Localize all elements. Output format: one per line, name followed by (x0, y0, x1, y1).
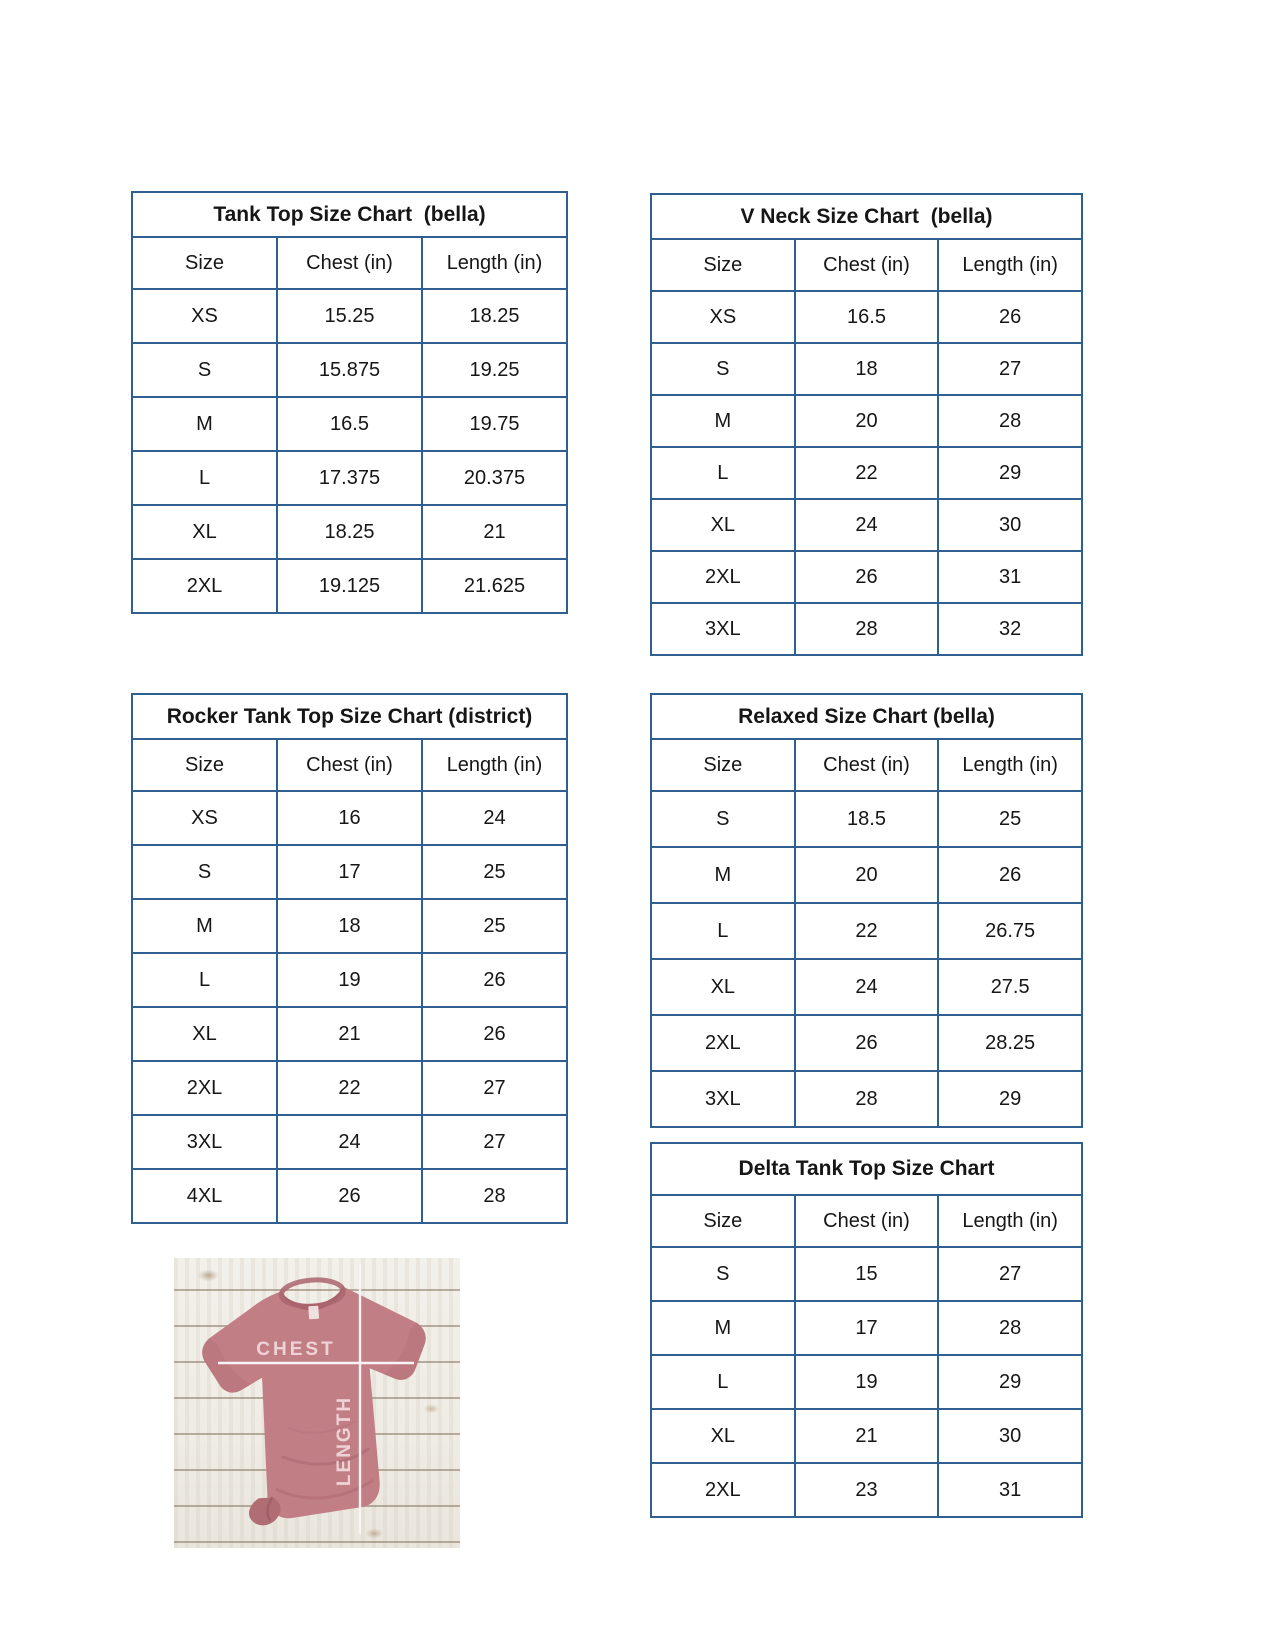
table-row (132, 343, 567, 397)
size-cell: 26 (795, 1015, 939, 1071)
size-cell: 26 (277, 1169, 422, 1223)
size-cell: 26 (422, 953, 567, 1007)
size-cell: 3XL (651, 603, 795, 655)
size-cell: 29 (938, 1355, 1082, 1409)
column-header: Length (in) (938, 1195, 1082, 1247)
column-header: Size (651, 1195, 795, 1247)
size-cell: 25 (422, 845, 567, 899)
table-row (132, 899, 567, 953)
size-cell: 22 (277, 1061, 422, 1115)
size-cell: M (651, 1301, 795, 1355)
table-row (651, 343, 1082, 395)
table-title-row (651, 1143, 1082, 1195)
size-cell: 4XL (132, 1169, 277, 1223)
table-title-row (132, 694, 567, 739)
table-row (651, 1463, 1082, 1517)
size-cell: M (132, 899, 277, 953)
table-row (651, 1071, 1082, 1127)
size-cell: 27.5 (938, 959, 1082, 1015)
size-cell: 26 (422, 1007, 567, 1061)
size-cell: 29 (938, 1071, 1082, 1127)
table-row (132, 397, 567, 451)
table-header-row (132, 739, 567, 791)
column-header: Chest (in) (277, 237, 422, 289)
table-row (132, 1115, 567, 1169)
table-row (651, 395, 1082, 447)
size-cell: 28 (938, 395, 1082, 447)
table-row (651, 903, 1082, 959)
size-cell: 3XL (132, 1115, 277, 1169)
size-cell: 19 (795, 1355, 939, 1409)
table-header-row (651, 1195, 1082, 1247)
size-cell: 26 (795, 551, 939, 603)
size-cell: 17 (795, 1301, 939, 1355)
column-header: Size (132, 739, 277, 791)
size-cell: 28 (938, 1301, 1082, 1355)
size-chart-table-relaxed-bella (650, 693, 1083, 1128)
column-header: Length (in) (938, 239, 1082, 291)
table-row (651, 1015, 1082, 1071)
t-shirt-graphic (198, 1272, 438, 1528)
size-cell: 21 (795, 1409, 939, 1463)
shirt-measurement-photo (174, 1258, 460, 1548)
size-chart-table-rocker-tank-top-district (131, 693, 568, 1224)
table-row (132, 505, 567, 559)
size-cell: 31 (938, 551, 1082, 603)
size-cell: XL (651, 499, 795, 551)
size-cell: 26.75 (938, 903, 1082, 959)
table-header-row (651, 739, 1082, 791)
table-row (651, 1247, 1082, 1301)
size-cell: S (132, 343, 277, 397)
size-cell: 2XL (651, 1015, 795, 1071)
size-cell: 29 (938, 447, 1082, 499)
size-cell: 15.25 (277, 289, 422, 343)
table-row (651, 959, 1082, 1015)
size-cell: 2XL (132, 1061, 277, 1115)
table-header-row (132, 237, 567, 289)
table-title-row (651, 194, 1082, 239)
table-row (651, 603, 1082, 655)
table-row (651, 291, 1082, 343)
column-header: Length (in) (422, 237, 567, 289)
size-cell: 16.5 (277, 397, 422, 451)
size-cell: L (651, 447, 795, 499)
column-header: Length (in) (938, 739, 1082, 791)
shirt-measurement-graphic (174, 1258, 460, 1548)
table-row (132, 845, 567, 899)
size-cell: XL (132, 505, 277, 559)
size-cell: XL (651, 1409, 795, 1463)
table-header-row (651, 239, 1082, 291)
table-title: V Neck Size Chart (bella) (651, 194, 1082, 239)
size-cell: 30 (938, 499, 1082, 551)
table-title-row (651, 694, 1082, 739)
size-cell: 32 (938, 603, 1082, 655)
size-cell: 28 (795, 603, 939, 655)
size-cell: L (651, 1355, 795, 1409)
size-cell: 25 (422, 899, 567, 953)
size-cell: 27 (938, 343, 1082, 395)
size-cell: XS (651, 291, 795, 343)
size-cell: 24 (277, 1115, 422, 1169)
size-cell: 18 (795, 343, 939, 395)
table-row (651, 1355, 1082, 1409)
table-title-row (132, 192, 567, 237)
size-cell: L (651, 903, 795, 959)
size-cell: 25 (938, 791, 1082, 847)
table-row (132, 1061, 567, 1115)
size-cell: 20 (795, 847, 939, 903)
table-row (651, 499, 1082, 551)
size-cell: 28.25 (938, 1015, 1082, 1071)
size-cell: 30 (938, 1409, 1082, 1463)
table-row (132, 451, 567, 505)
table-title: Rocker Tank Top Size Chart (district) (132, 694, 567, 739)
size-cell: 21.625 (422, 559, 567, 613)
size-cell: 18.25 (422, 289, 567, 343)
size-cell: 28 (795, 1071, 939, 1127)
size-cell: 2XL (651, 551, 795, 603)
size-cell: 15.875 (277, 343, 422, 397)
size-cell: 18.5 (795, 791, 939, 847)
size-cell: 2XL (132, 559, 277, 613)
size-cell: 18.25 (277, 505, 422, 559)
table-row (651, 791, 1082, 847)
size-cell: S (651, 791, 795, 847)
size-cell: 19.75 (422, 397, 567, 451)
size-cell: 31 (938, 1463, 1082, 1517)
size-chart-table-v-neck-bella (650, 193, 1083, 656)
table-row (132, 559, 567, 613)
size-cell: 24 (795, 959, 939, 1015)
size-cell: 2XL (651, 1463, 795, 1517)
size-cell: 17.375 (277, 451, 422, 505)
size-cell: M (651, 395, 795, 447)
column-header: Chest (in) (795, 739, 939, 791)
size-cell: 27 (938, 1247, 1082, 1301)
size-cell: 24 (795, 499, 939, 551)
column-header: Chest (in) (795, 1195, 939, 1247)
table-row (132, 1007, 567, 1061)
size-cell: 26 (938, 847, 1082, 903)
size-cell: 21 (277, 1007, 422, 1061)
table-row (651, 447, 1082, 499)
size-cell: 20 (795, 395, 939, 447)
table-row (651, 1301, 1082, 1355)
size-chart-table-delta-tank-top (650, 1142, 1083, 1518)
column-header: Length (in) (422, 739, 567, 791)
size-cell: 26 (938, 291, 1082, 343)
table-row (132, 791, 567, 845)
size-cell: 16.5 (795, 291, 939, 343)
size-cell: 19 (277, 953, 422, 1007)
size-cell: 27 (422, 1061, 567, 1115)
size-cell: M (651, 847, 795, 903)
size-cell: S (132, 845, 277, 899)
table-title: Delta Tank Top Size Chart (651, 1143, 1082, 1195)
table-title: Tank Top Size Chart (bella) (132, 192, 567, 237)
column-header: Chest (in) (795, 239, 939, 291)
size-cell: 23 (795, 1463, 939, 1517)
size-cell: XS (132, 791, 277, 845)
size-cell: 16 (277, 791, 422, 845)
size-cell: 20.375 (422, 451, 567, 505)
size-cell: XL (132, 1007, 277, 1061)
table-row (132, 289, 567, 343)
table-row (132, 1169, 567, 1223)
column-header: Size (651, 739, 795, 791)
size-cell: 27 (422, 1115, 567, 1169)
table-row (132, 953, 567, 1007)
column-header: Size (651, 239, 795, 291)
chest-label: CHEST (256, 1339, 336, 1360)
table-row (651, 847, 1082, 903)
table-row (651, 551, 1082, 603)
size-cell: 17 (277, 845, 422, 899)
size-cell: 18 (277, 899, 422, 953)
size-cell: 3XL (651, 1071, 795, 1127)
size-cell: 24 (422, 791, 567, 845)
column-header: Size (132, 237, 277, 289)
size-cell: 19.25 (422, 343, 567, 397)
size-cell: M (132, 397, 277, 451)
size-cell: L (132, 953, 277, 1007)
size-cell: 22 (795, 903, 939, 959)
length-label: LENGTH (334, 1395, 355, 1487)
size-cell: 19.125 (277, 559, 422, 613)
size-cell: S (651, 1247, 795, 1301)
size-cell: 28 (422, 1169, 567, 1223)
size-cell: 22 (795, 447, 939, 499)
table-row (651, 1409, 1082, 1463)
size-cell: 21 (422, 505, 567, 559)
size-cell: L (132, 451, 277, 505)
size-cell: XS (132, 289, 277, 343)
column-header: Chest (in) (277, 739, 422, 791)
size-cell: S (651, 343, 795, 395)
table-title: Relaxed Size Chart (bella) (651, 694, 1082, 739)
size-cell: XL (651, 959, 795, 1015)
size-chart-table-tank-top-bella (131, 191, 568, 614)
size-cell: 15 (795, 1247, 939, 1301)
